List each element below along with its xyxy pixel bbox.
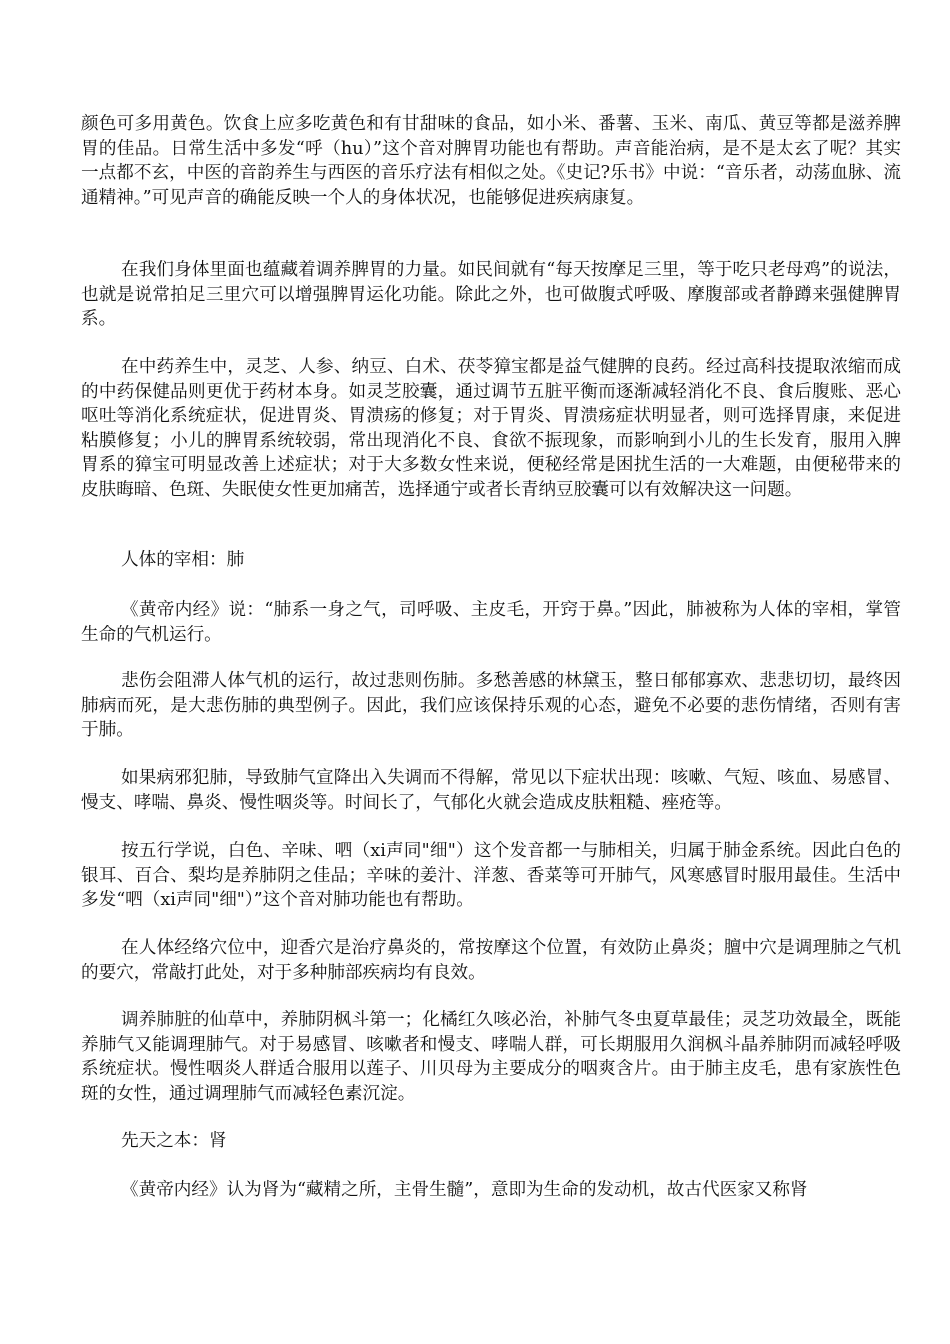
paragraph-kidney-intro: 《黄帝内经》认为肾为“藏精之所，主骨生髓”，意即为生命的发动机，故古代医家又称肾 bbox=[121, 1180, 808, 1200]
paragraph-spleen-massage: 在我们身体里面也蕴藏着调养脾胃的力量。如民间就有“每天按摩足三里，等于吃只老母鸡”的说法，也就是说常拍足三里穴可以增强脾胃运化功能。除此之外，也可做腹式呼吸、摩腹部或者静蹲来强健脾胃系。 bbox=[81, 260, 901, 329]
paragraph-lung-five-elements: 按五行学说，白色、辛味、呬（xi声同"细"）这个发音都一与肺相关，归属于肺金系统。因此白色的银耳、百合、梨均是养肺阴之佳品；辛味的姜汁、洋葱、香菜等可开肺气，风寒感冒时服用最佳。生活中多发“呬（xi声同"细"）”这个音对肺功能也有帮助。 bbox=[81, 841, 901, 910]
paragraph-spleen-color: 颜色可多用黄色。饮食上应多吃黄色和有甘甜味的食品，如小米、番薯、玉米、南瓜、黄豆等都是滋养脾胃的佳品。日常生活中多发“呼（hu）”这个音对脾胃功能也有帮助。声音能治病，是不是太玄了呢？其实一点都不玄，中医的音韵养生与西医的音乐疗法有相似之处。《史记?乐书》中说：“音乐者，动荡血脉、流通精神。”可见声音的确能反映一个人的身体状况，也能够促进疾病康复。 bbox=[81, 114, 901, 208]
paragraph-lung-herbs: 调养肺脏的仙草中，养肺阴枫斗第一；化橘红久咳必治，补肺气冬虫夏草最佳；灵芝功效最全，既能养肺气又能调理肺气。对于易感冒、咳嗽者和慢支、哮喘人群，可长期服用久润枫斗晶养肺阴而减轻呼吸系统症状。慢性咽炎人群适合服用以莲子、川贝母为主要成分的咽爽含片。由于肺主皮毛，患有家族性色斑的女性，通过调理肺气而减轻色素沉淀。 bbox=[81, 1010, 901, 1104]
paragraph-spleen-herbs: 在中药养生中，灵芝、人参、纳豆、白术、茯苓獐宝都是益气健脾的良药。经过高科技提取浓缩而成的中药保健品则更优于药材本身。如灵芝胶囊，通过调节五脏平衡而逐渐减轻消化不良、食后腹账、恶心呕吐等消化系统症状，促进胃炎、胃溃疡的修复；对于胃炎、胃溃疡症状明显者，则可选择胃康，来促进粘膜修复；小儿的脾胃系统较弱，常出现消化不良、食欲不振现象，而影响到小儿的生长发育，服用入脾胃系的獐宝可明显改善上述症状；对于大多数女性来说，便秘经常是困扰生活的一大难题，由便秘带来的皮肤晦暗、色斑、失眠使女性更加痛苦，选择通宁或者长青纳豆胶囊可以有效解决这一问题。 bbox=[81, 357, 901, 500]
paragraph-lung-intro: 《黄帝内经》说：“肺系一身之气，司呼吸、主皮毛，开窍于鼻。”因此，肺被称为人体的宰相，掌管生命的气机运行。 bbox=[81, 600, 901, 645]
paragraph-lung-symptoms: 如果病邪犯肺，导致肺气宣降出入失调而不得解，常见以下症状出现：咳嗽、气短、咳血、易感冒、慢支、哮喘、鼻炎、慢性咽炎等。时间长了，气郁化火就会造成皮肤粗糙、痤疮等。 bbox=[81, 768, 901, 813]
paragraph-lung-sorrow: 悲伤会阻滞人体气机的运行，故过悲则伤肺。多愁善感的林黛玉，整日郁郁寡欢、悲悲切切，最终因肺病而死，是大悲伤肺的典型例子。因此，我们应该保持乐观的心态，避免不必要的悲伤情绪，否则有害于肺。 bbox=[81, 671, 901, 740]
section-heading-kidney: 先天之本：肾 bbox=[121, 1131, 227, 1151]
paragraph-lung-acupoints: 在人体经络穴位中，迎香穴是治疗鼻炎的，常按摩这个位置，有效防止鼻炎；膻中穴是调理肺之气机的要穴，常敲打此处，对于多种肺部疾病均有良效。 bbox=[81, 938, 901, 983]
section-heading-lung: 人体的宰相：肺 bbox=[121, 550, 245, 570]
